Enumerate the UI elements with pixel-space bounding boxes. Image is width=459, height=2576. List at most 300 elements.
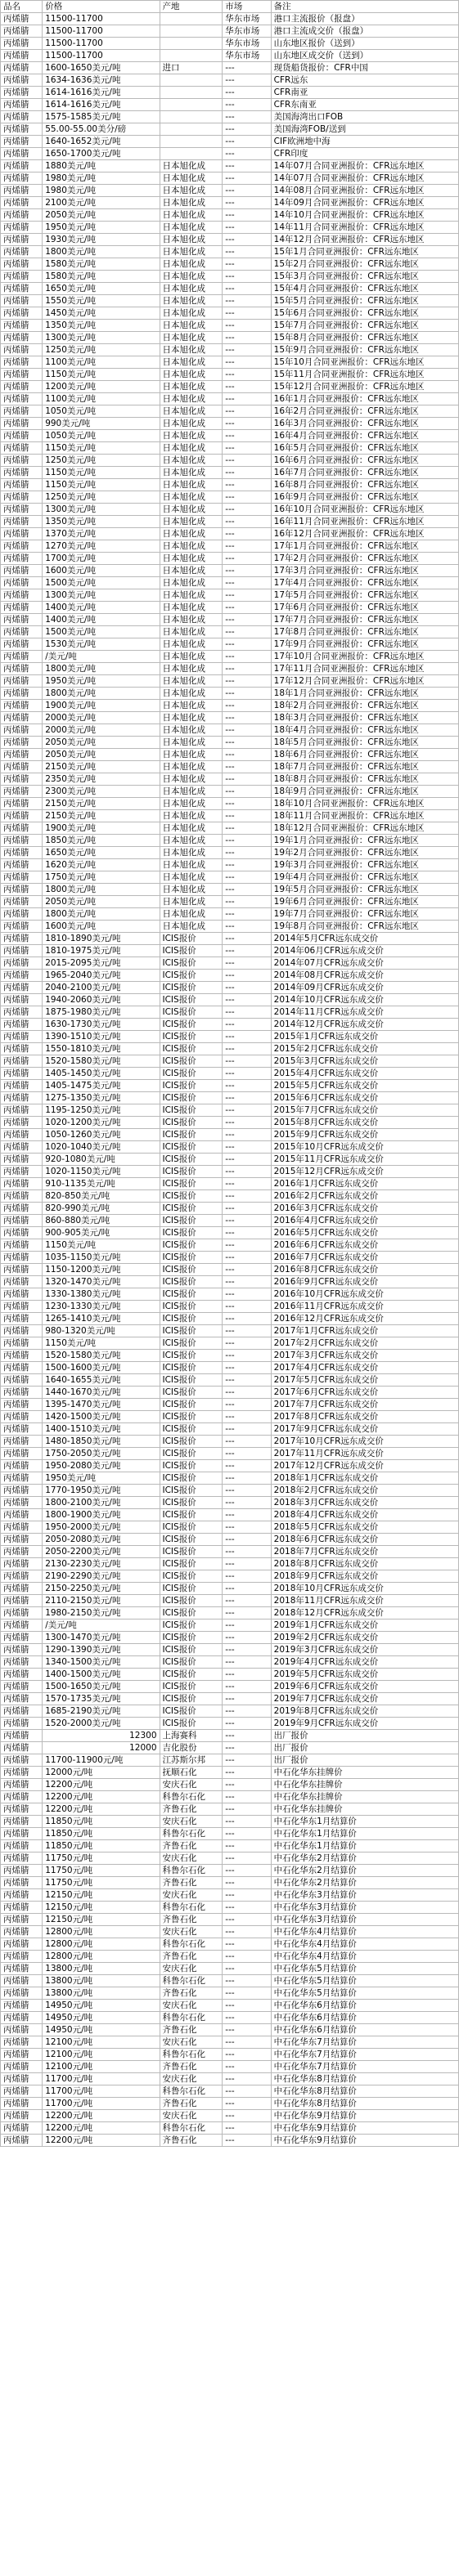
cell-market: --- [223,957,271,970]
table-row [1,381,459,393]
cell-remarks: 2018年3月CFR远东成交价 [271,1497,458,1509]
cell-origin: 日本旭化成 [160,724,223,737]
cell-remarks: 17年10月合同亚洲报价：CFR远东地区 [271,651,458,663]
cell-market: --- [223,1227,271,1239]
table-row [1,1276,459,1288]
table-row [1,99,459,111]
table-row [1,2024,459,2036]
cell-origin: 日本旭化成 [160,859,223,871]
table-row [1,1840,459,1852]
cell-origin: 齐鲁石化 [160,1840,223,1852]
table-row [1,87,459,99]
cell-price: 1810-1890美元/吨 [43,933,160,945]
cell-origin: 日本旭化成 [160,822,223,835]
cell-product: 丙烯腈 [1,2000,43,2012]
cell-market: --- [223,1288,271,1301]
cell-product: 丙烯腈 [1,1546,43,1558]
cell-origin: ICIS报价 [160,957,223,970]
cell-product: 丙烯腈 [1,700,43,712]
cell-product: 丙烯腈 [1,2122,43,2135]
table-row [1,111,459,123]
cell-product: 丙烯腈 [1,1337,43,1350]
table-row [1,945,459,957]
cell-origin: 日本旭化成 [160,553,223,565]
cell-market: --- [223,675,271,688]
cell-remarks: 18年5月合同亚洲报价：CFR远东地区 [271,737,458,749]
cell-product: 丙烯腈 [1,197,43,209]
table-row [1,74,459,87]
table-row [1,1656,459,1669]
cell-market: --- [223,1325,271,1337]
cell-price: 11700-11900元/吨 [43,1754,160,1767]
cell-remarks: 15年6月合同亚洲报价：CFR远东地区 [271,307,458,320]
cell-origin: 上海赛科 [160,1730,223,1742]
cell-origin [160,74,223,87]
cell-market: --- [223,1644,271,1656]
cell-price: 1614-1616美元/吨 [43,87,160,99]
cell-market: --- [223,1938,271,1951]
cell-market: --- [223,933,271,945]
cell-product: 丙烯腈 [1,638,43,651]
cell-origin [160,25,223,38]
cell-price: 1270美元/吨 [43,540,160,553]
cell-market: --- [223,2085,271,2098]
table-row [1,871,459,884]
cell-price: 1950美元/吨 [43,222,160,234]
cell-market: --- [223,1693,271,1705]
cell-origin: 日本旭化成 [160,847,223,859]
cell-market: --- [223,479,271,491]
cell-market: --- [223,1521,271,1534]
cell-market: --- [223,589,271,602]
table-row [1,1264,459,1276]
table-row [1,393,459,405]
table-row [1,2122,459,2135]
cell-product: 丙烯腈 [1,1423,43,1436]
cell-remarks: 2018年11月CFR远东成交价 [271,1595,458,1607]
cell-origin: ICIS报价 [160,994,223,1006]
cell-product: 丙烯腈 [1,1019,43,1031]
cell-price: 1320-1470美元/吨 [43,1276,160,1288]
cell-market: --- [223,1129,271,1141]
table-row [1,320,459,332]
cell-price: 1880美元/吨 [43,160,160,172]
cell-price: 1634-1636美元/吨 [43,74,160,87]
cell-product: 丙烯腈 [1,479,43,491]
cell-origin: ICIS报价 [160,1276,223,1288]
cell-product: 丙烯腈 [1,1656,43,1669]
table-row [1,455,459,467]
cell-product: 丙烯腈 [1,320,43,332]
cell-market: --- [223,1951,271,1963]
cell-remarks: 15年7月合同亚洲报价：CFR远东地区 [271,320,458,332]
cell-origin: ICIS报价 [160,1399,223,1411]
cell-market: --- [223,455,271,467]
cell-remarks: 2019年6月CFR远东成交价 [271,1681,458,1693]
cell-remarks: 中石化华东4月结算价 [271,1938,458,1951]
cell-product: 丙烯腈 [1,921,43,933]
cell-origin: 日本旭化成 [160,749,223,761]
cell-price: 1800美元/吨 [43,246,160,258]
cell-market: --- [223,1448,271,1460]
cell-market: --- [223,1362,271,1374]
cell-market: --- [223,1436,271,1448]
cell-market: --- [223,724,271,737]
cell-price: 820-990美元/吨 [43,1203,160,1215]
cell-product: 丙烯腈 [1,2073,43,2085]
cell-market: --- [223,1497,271,1509]
cell-remarks: 中石化华东9月结算价 [271,2110,458,2122]
cell-price: 1800美元/吨 [43,884,160,896]
cell-origin: ICIS报价 [160,1227,223,1239]
cell-product: 丙烯腈 [1,1889,43,1902]
cell-product: 丙烯腈 [1,626,43,638]
table-row [1,908,459,921]
cell-market: --- [223,896,271,908]
cell-origin: ICIS报价 [160,1068,223,1080]
cell-price: 11700元/吨 [43,2085,160,2098]
table-row [1,1889,459,1902]
cell-market: --- [223,2049,271,2061]
cell-remarks: 中石化华东8月结算价 [271,2073,458,2085]
cell-remarks: 中石化华东3月结算价 [271,1889,458,1902]
cell-market: --- [223,2135,271,2147]
cell-price: 910-1135美元/吨 [43,1178,160,1190]
cell-market: --- [223,1215,271,1227]
cell-price: 12100元/吨 [43,2036,160,2049]
cell-origin: ICIS报价 [160,1521,223,1534]
cell-product: 丙烯腈 [1,1852,43,1865]
cell-market: --- [223,945,271,957]
cell-market: --- [223,1423,271,1436]
cell-origin: 齐鲁石化 [160,2098,223,2110]
cell-market: --- [223,1190,271,1203]
cell-origin: 日本旭化成 [160,810,223,822]
cell-market: --- [223,822,271,835]
cell-remarks: 2017年3月CFR远东成交价 [271,1350,458,1362]
cell-price: 1150-1200美元/吨 [43,1264,160,1276]
cell-price: 1800美元/吨 [43,663,160,675]
table-row [1,197,459,209]
cell-remarks: 2017年12月CFR远东成交价 [271,1460,458,1472]
cell-remarks: 16年6月合同亚洲报价：CFR远东地区 [271,455,458,467]
cell-product: 丙烯腈 [1,1742,43,1754]
table-row [1,50,459,62]
cell-remarks: 2016年5月CFR远东成交价 [271,1227,458,1239]
cell-remarks: CFR远东 [271,74,458,87]
cell-market: --- [223,1031,271,1043]
cell-price: 12800元/吨 [43,1926,160,1938]
cell-market: --- [223,970,271,982]
cell-price: 1640-1652美元/吨 [43,136,160,148]
cell-remarks: 19年1月合同亚洲报价：CFR远东地区 [271,835,458,847]
cell-price: 1980美元/吨 [43,172,160,185]
cell-market: --- [223,1104,271,1117]
table-row [1,1141,459,1154]
cell-market: --- [223,737,271,749]
cell-product: 丙烯腈 [1,2049,43,2061]
cell-product: 丙烯腈 [1,614,43,626]
cell-price: 1050-1260美元/吨 [43,1129,160,1141]
cell-market: --- [223,1141,271,1154]
cell-market: --- [223,356,271,369]
cell-origin: 日本旭化成 [160,197,223,209]
cell-market: --- [223,1460,271,1472]
cell-market: --- [223,614,271,626]
cell-market: --- [223,773,271,786]
cell-product: 丙烯腈 [1,1141,43,1154]
cell-remarks: 15年5月合同亚洲报价：CFR远东地区 [271,295,458,307]
cell-product: 丙烯腈 [1,565,43,577]
cell-remarks: 16年2月合同亚洲报价：CFR远东地区 [271,405,458,418]
table-row [1,1644,459,1656]
cell-origin: 日本旭化成 [160,737,223,749]
cell-market: --- [223,1840,271,1852]
cell-origin: 日本旭化成 [160,172,223,185]
cell-origin [160,87,223,99]
cell-price: 1020-1040美元/吨 [43,1141,160,1154]
cell-price: 1580美元/吨 [43,271,160,283]
cell-price: 12200元/吨 [43,2135,160,2147]
cell-product: 丙烯腈 [1,1080,43,1092]
cell-origin [160,99,223,111]
table-row [1,798,459,810]
cell-remarks: 出厂报价 [271,1730,458,1742]
table-row [1,614,459,626]
cell-origin: ICIS报价 [160,1325,223,1337]
cell-price: 1800美元/吨 [43,688,160,700]
cell-market: --- [223,1791,271,1803]
table-row [1,1092,459,1104]
cell-origin: ICIS报价 [160,1583,223,1595]
cell-market: --- [223,2061,271,2073]
cell-remarks: 2016年1月CFR远东成交价 [271,1178,458,1190]
cell-market: --- [223,994,271,1006]
table-row [1,589,459,602]
table-row [1,1399,459,1411]
cell-price: 1630-1730美元/吨 [43,1019,160,1031]
table-row [1,1485,459,1497]
cell-origin: 进口 [160,62,223,74]
cell-product: 丙烯腈 [1,283,43,295]
cell-price: /美元/吨 [43,651,160,663]
cell-remarks: 17年9月合同亚洲报价：CFR远东地区 [271,638,458,651]
cell-remarks: 2017年6月CFR远东成交价 [271,1387,458,1399]
table-row [1,1852,459,1865]
cell-price: 2110-2150美元/吨 [43,1595,160,1607]
cell-remarks: 2016年7月CFR远东成交价 [271,1252,458,1264]
cell-remarks: 2018年4月CFR远东成交价 [271,1509,458,1521]
cell-price: 1965-2040美元/吨 [43,970,160,982]
cell-price: 1685-2190美元/吨 [43,1705,160,1718]
cell-product: 丙烯腈 [1,859,43,871]
cell-remarks: 中石化华东7月结算价 [271,2061,458,2073]
cell-market: --- [223,344,271,356]
cell-product: 丙烯腈 [1,1460,43,1472]
table-row [1,369,459,381]
cell-product: 丙烯腈 [1,1877,43,1889]
cell-price: 1950-2080美元/吨 [43,1460,160,1472]
cell-product: 丙烯腈 [1,1816,43,1828]
cell-remarks: 中石化华东3月结算价 [271,1914,458,1926]
cell-product: 丙烯腈 [1,1276,43,1288]
cell-market: --- [223,381,271,393]
cell-remarks: 16年5月合同亚洲报价：CFR远东地区 [271,442,458,455]
cell-product: 丙烯腈 [1,786,43,798]
cell-market: --- [223,467,271,479]
cell-product: 丙烯腈 [1,2098,43,2110]
cell-origin: 科鲁尔石化 [160,1938,223,1951]
table-row [1,1791,459,1803]
cell-product: 丙烯腈 [1,1350,43,1362]
cell-market: --- [223,921,271,933]
cell-remarks: 中石化华东挂牌价 [271,1779,458,1791]
table-row [1,1019,459,1031]
cell-product: 丙烯腈 [1,1865,43,1877]
cell-origin: 日本旭化成 [160,295,223,307]
cell-origin: ICIS报价 [160,1215,223,1227]
cell-remarks: 2015年11月CFR远东成交价 [271,1154,458,1166]
table-row [1,2110,459,2122]
cell-market: --- [223,369,271,381]
cell-product: 丙烯腈 [1,504,43,516]
cell-product: 丙烯腈 [1,798,43,810]
table-row [1,970,459,982]
cell-product: 丙烯腈 [1,1399,43,1411]
cell-origin: ICIS报价 [160,1362,223,1374]
table-row [1,1865,459,1877]
cell-price: 1250美元/吨 [43,491,160,504]
cell-market: --- [223,148,271,160]
cell-price: 1950-2000美元/吨 [43,1521,160,1534]
cell-product: 丙烯腈 [1,945,43,957]
cell-remarks: 中石化华东6月结算价 [271,2012,458,2024]
cell-remarks: 中石化华东3月结算价 [271,1902,458,1914]
cell-market: --- [223,1337,271,1350]
cell-remarks: 2014年08月CFR远东成交价 [271,970,458,982]
cell-origin: 日本旭化成 [160,638,223,651]
cell-remarks: 2014年10月CFR远东成交价 [271,994,458,1006]
cell-market: --- [223,2122,271,2135]
cell-market: --- [223,651,271,663]
cell-market: --- [223,504,271,516]
table-row [1,1043,459,1055]
cell-remarks: 2015年3月CFR远东成交价 [271,1055,458,1068]
cell-product: 丙烯腈 [1,773,43,786]
table-row [1,516,459,528]
cell-price: 1440-1670美元/吨 [43,1387,160,1399]
cell-product: 丙烯腈 [1,835,43,847]
cell-price: 2350美元/吨 [43,773,160,786]
cell-product: 丙烯腈 [1,1938,43,1951]
cell-price: 1600美元/吨 [43,565,160,577]
table-row [1,172,459,185]
cell-price: 2130-2230美元/吨 [43,1558,160,1570]
table-row [1,1914,459,1926]
cell-origin: 日本旭化成 [160,234,223,246]
cell-origin: ICIS报价 [160,1693,223,1705]
cell-product: 丙烯腈 [1,1215,43,1227]
cell-remarks: 2016年9月CFR远东成交价 [271,1276,458,1288]
cell-price: 1300-1470美元/吨 [43,1632,160,1644]
table-row [1,13,459,25]
cell-market: --- [223,1620,271,1632]
cell-market: --- [223,1902,271,1914]
cell-product: 丙烯腈 [1,871,43,884]
table-row [1,1227,459,1239]
cell-origin: 日本旭化成 [160,479,223,491]
cell-remarks: 美国海湾FOB/送到 [271,123,458,136]
table-row [1,626,459,638]
cell-remarks: 山东地区报价（送到） [271,38,458,50]
cell-product: 丙烯腈 [1,332,43,344]
table-row [1,1570,459,1583]
cell-product: 丙烯腈 [1,1301,43,1313]
cell-product: 丙烯腈 [1,1203,43,1215]
table-row [1,405,459,418]
cell-product: 丙烯腈 [1,810,43,822]
table-row [1,246,459,258]
table-row [1,62,459,74]
table-row [1,1301,459,1313]
cell-origin [160,148,223,160]
cell-remarks: 14年10月合同亚洲报价：CFR远东地区 [271,209,458,222]
cell-remarks: 2019年3月CFR远东成交价 [271,1644,458,1656]
table-row [1,847,459,859]
cell-product: 丙烯腈 [1,2085,43,2098]
cell-remarks: 中石化华东7月结算价 [271,2049,458,2061]
cell-product: 丙烯腈 [1,1754,43,1767]
cell-market: --- [223,1301,271,1313]
cell-remarks: 2015年5月CFR远东成交价 [271,1080,458,1092]
cell-remarks: 中石化华东挂牌价 [271,1803,458,1816]
cell-product: 丙烯腈 [1,1190,43,1203]
cell-origin: ICIS报价 [160,1632,223,1644]
cell-remarks: 2014年06月CFR远东成交价 [271,945,458,957]
cell-origin: 齐鲁石化 [160,1914,223,1926]
cell-origin: ICIS报价 [160,1656,223,1669]
cell-price: 1150美元/吨 [43,1239,160,1252]
cell-price: 13800元/吨 [43,1987,160,2000]
cell-product: 丙烯腈 [1,602,43,614]
table-row [1,1215,459,1227]
cell-remarks: 中石化华东6月结算价 [271,2000,458,2012]
cell-origin: 日本旭化成 [160,761,223,773]
cell-origin: ICIS报价 [160,1460,223,1472]
table-row [1,1754,459,1767]
table-row [1,1546,459,1558]
cell-remarks: 中石化华东1月结算价 [271,1828,458,1840]
cell-product: 丙烯腈 [1,1436,43,1448]
cell-price: 1150美元/吨 [43,369,160,381]
cell-market: 华东市场 [223,50,271,62]
cell-market: --- [223,491,271,504]
cell-product: 丙烯腈 [1,1791,43,1803]
cell-market: --- [223,2000,271,2012]
table-row [1,332,459,344]
cell-price: 1580美元/吨 [43,258,160,271]
cell-market: 华东市场 [223,25,271,38]
cell-price: 980-1320美元/吨 [43,1325,160,1337]
table-row [1,675,459,688]
cell-price: 1520-1580美元/吨 [43,1350,160,1362]
cell-origin: 日本旭化成 [160,835,223,847]
cell-product: 丙烯腈 [1,1828,43,1840]
cell-price: 12200元/吨 [43,1803,160,1816]
cell-product: 丙烯腈 [1,430,43,442]
cell-market: --- [223,1092,271,1104]
cell-remarks: 2018年2月CFR远东成交价 [271,1485,458,1497]
